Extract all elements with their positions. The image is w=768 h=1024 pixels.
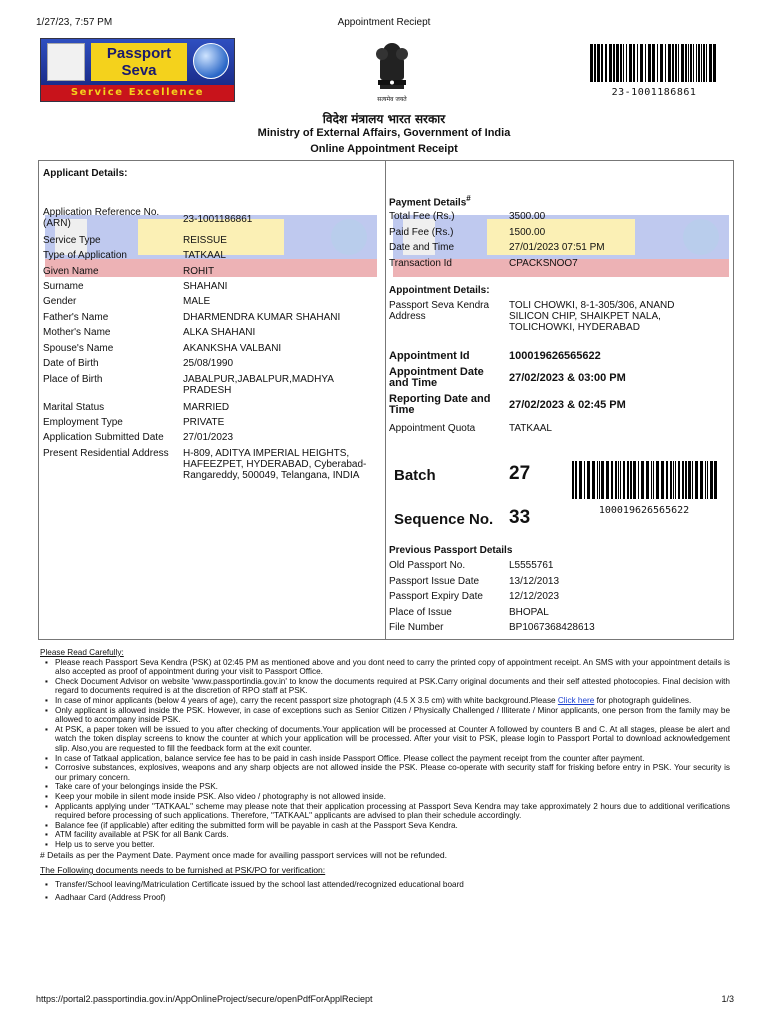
logo-line2: Seva — [121, 62, 157, 79]
previous-passport-field-label: Place of Issue — [389, 607, 452, 618]
details-box — [38, 160, 734, 640]
applicant-field-value: AKANKSHA VALBANI — [183, 343, 282, 354]
instruction-item: ▪ Check Document Advisor on website 'www.passportindia.gov.in' to know the documents required at PSK.Carry original documents and their self attested photocopies. Final decision with regard to documents required is at the discretion of RPO staff at PSK. — [40, 677, 730, 696]
payment-field-label: Paid Fee (Rs.) — [389, 227, 454, 238]
previous-passport-field-value: L5555761 — [509, 560, 554, 571]
payment-field-label: Total Fee (Rs.) — [389, 211, 455, 222]
instruction-item: ▪ Help us to serve you better. — [40, 840, 730, 850]
applicant-field-value: 25/08/1990 — [183, 358, 234, 369]
appointment-id-label: Appointment Id — [389, 350, 470, 362]
applicant-field-label: Surname — [43, 281, 84, 292]
applicant-field-value: MARRIED — [183, 402, 230, 413]
applicant-field-label: Marital Status — [43, 402, 105, 413]
payment-field-value: 27/01/2023 07:51 PM — [509, 242, 605, 253]
payment-field-value: 3500.00 — [509, 211, 546, 222]
previous-passport-title: Previous Passport Details — [389, 545, 513, 556]
appointment-date-label: Appointment Date and Time — [389, 366, 484, 389]
previous-passport-field-value: BP1067368428613 — [509, 622, 595, 633]
instruction-item: ▪ In case of minor applicants (below 4 years of age), carry the recent passport size photograph (4.5 X 3.5 cm) with white background.Please Click here for photograph guidelines. — [40, 696, 730, 706]
emblem-caption: सत्यमेव जयते — [377, 96, 407, 103]
applicant-field-label: Present Residential Address — [43, 448, 169, 459]
applicant-field-label: Employment Type — [43, 417, 123, 428]
previous-passport-field-label: Passport Issue Date — [389, 576, 480, 587]
document-item: ▪ Aadhaar Card (Address Proof) — [40, 893, 730, 903]
print-page-title: Appointment Reciept — [337, 17, 431, 28]
previous-passport-field-label: File Number — [389, 622, 444, 633]
logo-line1: Passport — [106, 45, 172, 62]
previous-passport-field-value: BHOPAL — [509, 607, 549, 618]
applicant-field-value: TATKAAL — [183, 250, 226, 261]
barcode-arn-number: 23-1001186861 — [611, 87, 697, 98]
globe-icon — [193, 43, 229, 79]
previous-passport-field-label: Old Passport No. — [389, 560, 466, 571]
payment-field-value: 1500.00 — [509, 227, 546, 238]
applicant-field-value: JABALPUR,JABALPUR,MADHYA PRADESH — [183, 374, 334, 396]
applicant-field-label: Given Name — [43, 266, 99, 277]
instruction-item: ▪ Take care of your belongings inside the PSK. — [40, 782, 730, 792]
applicant-field-value: ROHIT — [183, 266, 215, 277]
instruction-item: ▪ Only applicant is allowed inside the PSK. However, in case of exceptions such as Senior Citizen / Physically Challenged / Illiterate / Minor applicants, one person from the family may be allowed to accompany inside PSK. — [40, 706, 730, 725]
applicant-field-label: Date of Birth — [43, 358, 99, 369]
print-page-number: 1/3 — [721, 994, 734, 1004]
appointment-quota-value: TATKAAL — [509, 423, 552, 434]
applicant-field-label: Gender — [43, 296, 77, 307]
instruction-item: ▪ ATM facility available at PSK for all Bank Cards. — [40, 830, 730, 840]
applicant-field-value: DHARMENDRA KUMAR SHAHANI — [183, 312, 341, 323]
print-url: https://portal2.passportindia.gov.in/AppOnlineProject/secure/openPdfForApplReciept — [36, 994, 373, 1004]
instruction-item: ▪ In case of Tatkaal application, balance service fee has to be paid in cash inside Passport Office. Please collect the payment receipt from the counter after payment. — [40, 754, 730, 764]
reporting-date-label: Reporting Date and Time — [389, 393, 491, 416]
instruction-item: ▪ Applicants applying under "TATKAAL" scheme may please note that their application processing at Passport Seva Kendra may take approximately 2 hours due to additional verifications required before processing of such applications. Therefore, "TATKAAL" applicants are advised to plan their schedule accordingly. — [40, 802, 730, 821]
appointment-details-title: Appointment Details: — [389, 285, 490, 296]
applicant-field-value: ALKA SHAHANI — [183, 327, 256, 338]
instruction-item: ▪ Corrosive substances, explosives, weapons and any sharp objects are not allowed inside the PSK. Please co-operate with security staff for frisking before entry in PSK. Your security is our primary concern. — [40, 763, 730, 782]
payment-footnote: # Details as per the Payment Date. Payment once made for availing passport services will not be refunded. — [40, 850, 447, 861]
sequence-label: Sequence No. — [394, 511, 494, 528]
documents-title: The Following documents needs to be furnished at PSK/PO for verification: — [40, 865, 326, 876]
applicant-field-label: Spouse's Name — [43, 343, 114, 354]
psk-address-label: Passport Seva Kendra Address — [389, 300, 490, 322]
payment-field-label: Transaction Id — [389, 258, 452, 269]
documents-list — [40, 880, 730, 903]
document-item: ▪ Transfer/School leaving/Matriculation Certificate issued by the school last attended/recognized educational board — [40, 880, 730, 890]
applicant-field-value: 27/01/2023 — [183, 432, 234, 443]
applicant-field-label: Type of Application — [43, 250, 127, 261]
appointment-quota-label: Appointment Quota — [389, 423, 476, 434]
instruction-item: ▪ Keep your mobile in silent mode inside PSK. Also video / photography is not allowed inside. — [40, 792, 730, 802]
applicant-field-value: SHAHANI — [183, 281, 228, 292]
applicant-details-title: Applicant Details: — [43, 168, 128, 179]
applicant-field-label: Application Submitted Date — [43, 432, 164, 443]
reporting-date-value: 27/02/2023 & 02:45 PM — [509, 399, 626, 411]
applicant-field-label: Father's Name — [43, 312, 109, 323]
applicant-field-label: Service Type — [43, 235, 101, 246]
applicant-field-value: H-809, ADITYA IMPERIAL HEIGHTS, HAFEEZPET, HYDERABAD, Cyberabad-Rangareddy, 500049, Telangana, INDIA — [183, 448, 367, 481]
ashoka-emblem-icon — [47, 43, 85, 81]
barcode-appointment — [570, 461, 718, 499]
barcode-appointment-number: 100019626565622 — [598, 505, 690, 516]
previous-passport-field-value: 13/12/2013 — [509, 576, 560, 587]
hindi-ministry-title: विदेश मंत्रालय भारत सरकार — [322, 112, 446, 126]
receipt-title: Online Appointment Receipt — [310, 143, 458, 155]
appointment-date-value: 27/02/2023 & 03:00 PM — [509, 372, 626, 384]
instruction-item: ▪ Please reach Passport Seva Kendra (PSK) at 02:45 PM as mentioned above and you dont need to carry the printed copy of appointment receipt. An SMS with your appointment details is also accepted as proof of appointment during your visit to Passport Office. — [40, 658, 730, 677]
applicant-field-label: Application Reference No. (ARN) — [43, 207, 160, 229]
instructions-section — [40, 648, 730, 903]
instruction-item: ▪ At PSK, a paper token will be issued to you after checking of documents.Your application will be processed at Counter A followed by counters B and C. At all stages, please be alert and watch the token display screens to know the counter at which your application will be processed. After your visit to PSK, please login to Passport Portal to download acknowledgement slip. Also,you are requested to fill the feedback form at the exit counter. — [40, 725, 730, 754]
previous-passport-field-value: 12/12/2023 — [509, 591, 560, 602]
photo-guidelines-link[interactable]: Click here — [557, 695, 595, 705]
logo-tagline: Service Excellence — [41, 85, 234, 101]
print-datetime: 1/27/23, 7:57 PM — [36, 17, 113, 28]
applicant-field-value: MALE — [183, 296, 211, 307]
payment-details-title: Payment Details# — [389, 194, 471, 209]
passport-seva-logo — [40, 38, 235, 102]
barcode-arn — [588, 44, 720, 82]
appointment-id-value: 100019626565622 — [509, 350, 601, 362]
applicant-field-label: Place of Birth — [43, 374, 103, 385]
instructions-list — [40, 658, 730, 850]
applicant-field-value: 23-1001186861 — [183, 214, 253, 225]
payment-field-label: Date and Time — [389, 242, 455, 253]
instructions-title: Please Read Carefully: — [40, 648, 124, 657]
batch-label: Batch — [394, 467, 436, 484]
applicant-field-value: REISSUE — [183, 235, 227, 246]
sequence-value: 33 — [509, 507, 531, 528]
ministry-title: Ministry of External Affairs, Government of India — [257, 127, 511, 139]
applicant-field-label: Mother's Name — [43, 327, 111, 338]
instruction-item: ▪ Balance fee (if applicable) after editing the submitted form will be payable in cash at the Passport Seva Kendra. — [40, 821, 730, 831]
payment-field-value: CPACKSNOO7 — [509, 258, 578, 269]
batch-value: 27 — [509, 463, 531, 484]
previous-passport-field-label: Passport Expiry Date — [389, 591, 483, 602]
print-header — [0, 17, 768, 31]
applicant-field-value: PRIVATE — [183, 417, 225, 428]
national-emblem-icon — [370, 40, 414, 106]
psk-address-value: TOLI CHOWKI, 8-1-305/306, ANAND SILICON CHIP, SHAIKPET NALA, TOLICHOWKI, HYDERABAD — [509, 300, 675, 333]
